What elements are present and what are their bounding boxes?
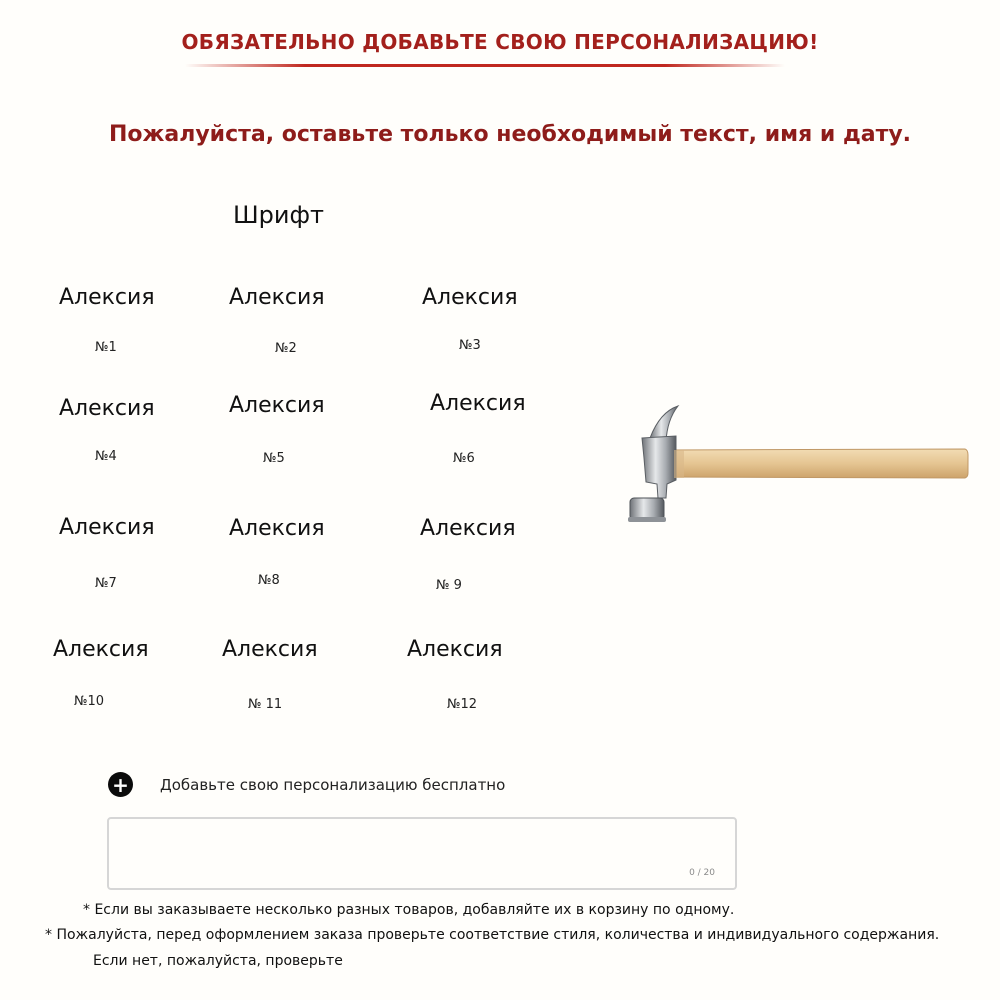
note-line-3: Если нет, пожалуйста, проверьте (93, 953, 343, 969)
banner-underline (185, 64, 785, 67)
font-sample-9[interactable]: Алексия (420, 516, 516, 541)
font-sample-11[interactable]: Алексия (222, 637, 318, 662)
font-sample-2[interactable]: Алексия (229, 285, 325, 310)
add-personalization-label: Добавьте свою персонализацию бесплатно (160, 776, 506, 794)
character-counter: 0 / 20 (689, 868, 715, 878)
font-number-9: № 9 (436, 578, 462, 593)
add-personalization-button[interactable] (108, 772, 133, 797)
font-sample-12[interactable]: Алексия (407, 637, 503, 662)
font-sample-5[interactable]: Алексия (229, 393, 325, 418)
font-number-8: №8 (258, 573, 280, 588)
personalization-input[interactable] (107, 817, 737, 890)
font-sample-10[interactable]: Алексия (53, 637, 149, 662)
note-line-2: * Пожалуйста, перед оформлением заказа проверьте соответствие стиля, количества и индивидуального содержания. (45, 927, 940, 943)
font-number-2: №2 (275, 341, 297, 356)
font-sample-4[interactable]: Алексия (59, 396, 155, 421)
font-number-3: №3 (459, 338, 481, 353)
plus-icon: + (112, 772, 129, 797)
subtitle: Пожалуйста, оставьте только необходимый текст, имя и дату. (108, 122, 912, 147)
font-number-12: №12 (447, 697, 478, 712)
font-number-4: №4 (95, 449, 117, 464)
note-line-1: * Если вы заказываете несколько разных товаров, добавляйте их в корзину по одному. (83, 902, 735, 918)
font-number-5: №5 (263, 451, 285, 466)
font-section-title: Шрифт (233, 201, 324, 229)
font-sample-3[interactable]: Алексия (422, 285, 518, 310)
font-number-1: №1 (95, 340, 117, 355)
font-sample-6[interactable]: Алексия (430, 391, 526, 416)
font-number-7: №7 (95, 576, 117, 591)
font-sample-8[interactable]: Алексия (229, 516, 325, 541)
hammer-image (620, 398, 980, 533)
font-number-10: №10 (74, 694, 105, 709)
font-sample-1[interactable]: Алексия (59, 285, 155, 310)
font-sample-7[interactable]: Алексия (59, 515, 155, 540)
font-number-6: №6 (453, 451, 475, 466)
banner-title: ОБЯЗАТЕЛЬНО ДОБАВЬТЕ СВОЮ ПЕРСОНАЛИЗАЦИЮ! (181, 30, 819, 54)
font-number-11: № 11 (248, 697, 283, 712)
